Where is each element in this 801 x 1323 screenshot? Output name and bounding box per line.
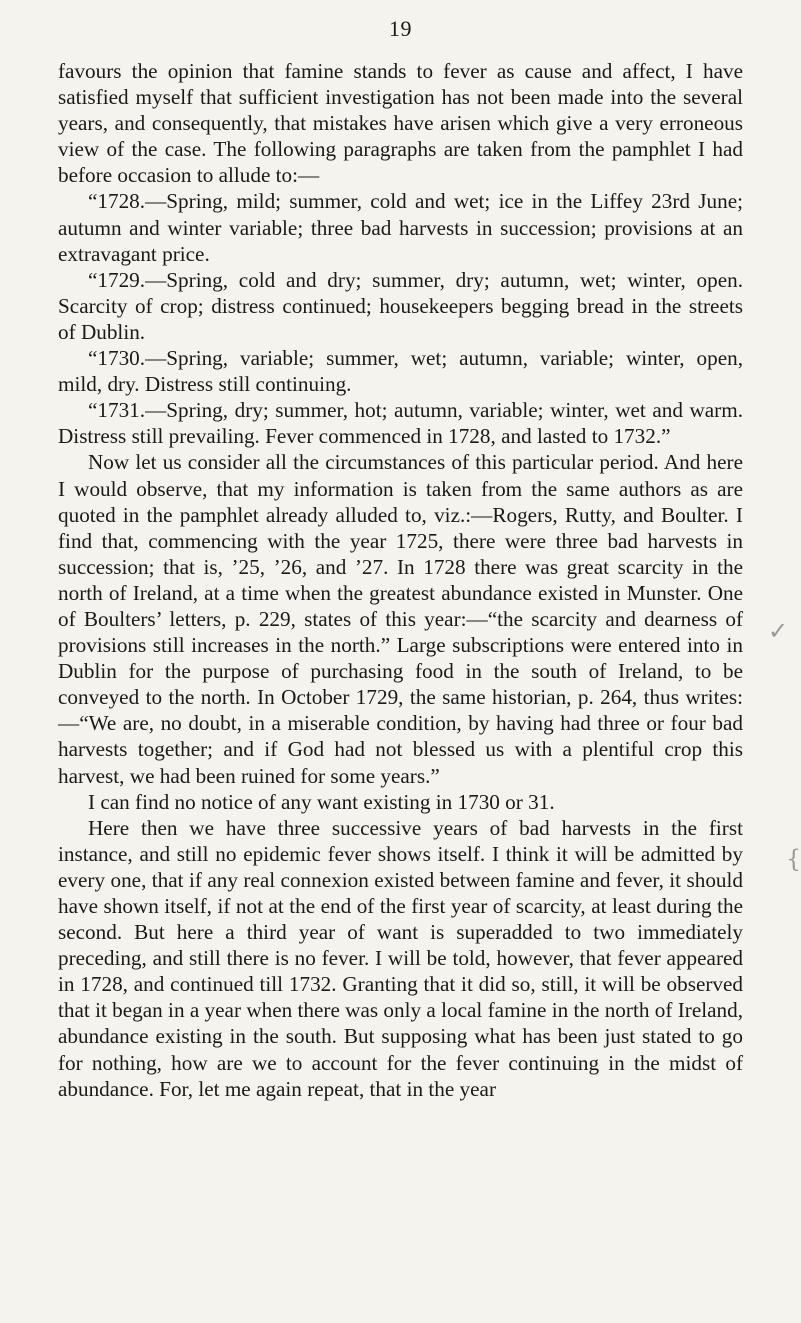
paragraph-1731: “1731.—Spring, dry; summer, hot; autumn, variable; winter, wet and warm. Distress still prevailing. Fever commenced in 1728, and lasted to 1732.”: [58, 398, 743, 449]
page-body: [58, 58, 743, 1102]
paragraph-intro: favours the opinion that famine stands to fever as cause and affect, I have satisfied myself that sufficient investigation has not been made into the several years, and consequently, that mistakes have arisen which give a very erroneous view of the case. The following paragraphs are taken from the pamphlet I had before occasion to allude to:—: [58, 59, 743, 188]
paragraph-1728: “1728.—Spring, mild; summer, cold and wet; ice in the Liffey 23rd June; autumn and winter variable; three bad harvests in succession; provisions at an extravagant price.: [58, 189, 743, 266]
paragraph-1729: “1729.—Spring, cold and dry; summer, dry; autumn, wet; winter, open. Scarcity of crop; distress continued; housekeepers begging bread in the streets of Dublin.: [58, 267, 743, 344]
paragraph-period-analysis: Now let us consider all the circumstances of this particular period. And here I would observe, that my information is taken from the same authors as are quoted in the pamphlet already alluded to, viz.:—Rogers, Rutty, and Boulter. I find that, commencing with the year 1725, there were three bad harvests in succession; that is, ’25, ’26, and ’27. In 1728 there was great scarcity in the north of Ireland, at a time when the greatest abundance existed in Munster. One of Boulters’ letters, p. 229, states of this year:—“the scarcity and dearness of provisions still increases in the north.” Large subscriptions were entered into in Dublin for the purpose of purchasing food in the south of Ireland, to be conveyed to the north. In October 1729, the same historian, p. 264, thus writes:—“We are, no doubt, in a miserable condition, by having had three or four bad harvests together; and if God had not blessed us with a plentiful crop this harvest, we had been ruined for some years.”: [58, 450, 743, 788]
margin-mark-bracket-icon: {: [786, 845, 801, 873]
paragraph-conclusion: Here then we have three successive years of bad harvests in the first instance, and still no epidemic fever shows itself. I think it will be admitted by every one, that if any real connexion existed between famine and fever, it should have shown itself, if not at the end of the first year of scarcity, at least during the second. But here a third year of want is superadded to two immediately preceding, and still there is no fever. I will be told, however, that fever appeared in 1728, and continued till 1732. Granting that it did so, still, it will be observed that it began in a year when there was only a local famine in the north of Ireland, abundance existing in the south. But supposing what has been just stated to go for nothing, how are we to account for the fever continuing in the midst of abundance. For, let me again repeat, that in the year: [58, 815, 743, 1101]
margin-mark-tick-icon: ✓: [768, 617, 789, 645]
paragraph-1730: “1730.—Spring, variable; summer, wet; autumn, variable; winter, open, mild, dry. Distress still continuing.: [58, 346, 743, 397]
paragraph-no-want: I can find no notice of any want existing in 1730 or 31.: [88, 789, 555, 814]
page-number: 19: [389, 16, 412, 41]
